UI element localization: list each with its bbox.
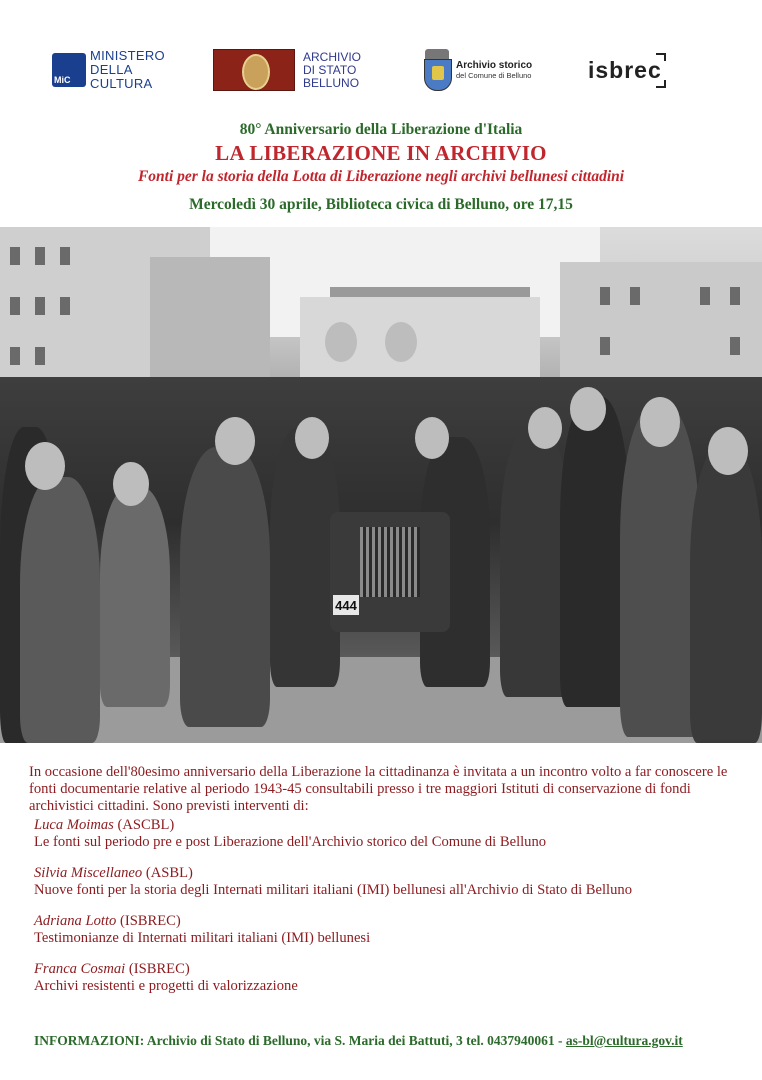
speaker-affiliation: (ASCBL): [117, 817, 175, 833]
comune-line-2: del Comune di Belluno: [456, 71, 532, 80]
info-label: INFORMAZIONI:: [34, 1033, 145, 1048]
archivio-stato-logo-text: [303, 51, 361, 90]
mic-line-3: CULTURA: [90, 76, 153, 91]
event-description: [29, 764, 741, 1009]
asbl-line-1: ARCHIVIO: [303, 49, 362, 64]
talk-item: [34, 961, 741, 995]
talk-list: [34, 817, 741, 995]
comune-logo-text: [456, 60, 532, 80]
talk-speaker-line: [34, 865, 741, 882]
license-plate: 444: [333, 595, 359, 615]
asbl-line-3: BELLUNO: [303, 75, 360, 90]
event-subtitle: Fonti per la storia della Lotta di Liberazione negli archivi bellunesi cittadini: [137, 168, 625, 185]
isbrec-logo-text: isbrec: [584, 53, 666, 88]
asbl-line-2: DI STATO: [303, 62, 357, 77]
talk-title: Nuove fonti per la storia degli Internati militari italiani (IMI) bellunesi all'Archivio di Stato di Belluno: [34, 882, 632, 898]
isbrec-logo: [584, 40, 666, 100]
anniversary-heading: 80° Anniversario della Liberazione d'Italia: [239, 121, 523, 138]
comune-line-1: Archivio storico: [456, 60, 533, 71]
event-date-place: Mercoledì 30 aprile, Biblioteca civica di Belluno, ore 17,15: [189, 196, 573, 213]
mic-line-1: MINISTERO: [90, 48, 165, 63]
mic-logo: [52, 40, 165, 100]
talk-item: [34, 865, 741, 899]
coat-of-arms-icon: [422, 49, 452, 91]
mic-logo-text: [90, 49, 165, 91]
talk-item: [34, 913, 741, 947]
contact-email-link[interactable]: as-bl@cultura.gov.it: [565, 1033, 683, 1048]
intro-paragraph: In occasione dell'80esimo anniversario della Liberazione la cittadinanza è invitata a un incontro volto a far conoscere le fonti documentarie relative al periodo 1943-45 consultabili presso i tre maggiori Istituti di conservazione di fondi archivistici cittadini. Sono previsti interventi di:: [29, 764, 728, 814]
historical-photo: [0, 227, 762, 743]
talk-title: Testimonianze di Internati militari italiani (IMI) bellunesi: [34, 930, 371, 946]
info-footer: [34, 1033, 754, 1049]
speaker-name: Franca Cosmai: [34, 961, 126, 977]
mic-mark-text: MiC: [54, 75, 71, 85]
talk-speaker-line: [34, 913, 741, 930]
comune-logo: [422, 40, 532, 100]
event-title: LA LIBERAZIONE IN ARCHIVIO: [215, 141, 547, 165]
speaker-affiliation: (ASBL): [145, 865, 193, 881]
speaker-affiliation: (ISBREC): [119, 913, 181, 929]
speaker-name: Luca Moimas: [34, 817, 114, 833]
archivio-stato-logo: [213, 40, 361, 100]
mic-line-2: DELLA: [90, 62, 133, 77]
mic-emblem-icon: [52, 53, 86, 87]
speaker-affiliation: (ISBREC): [128, 961, 190, 977]
archivio-seal-icon: [213, 49, 295, 91]
logo-bar: [0, 40, 762, 100]
talk-title: Archivi resistenti e progetti di valorizzazione: [34, 978, 298, 994]
talk-title: Le fonti sul periodo pre e post Liberazione dell'Archivio storico del Comune di Belluno: [34, 834, 547, 850]
talk-speaker-line: [34, 961, 741, 978]
talk-item: [34, 817, 741, 851]
talk-speaker-line: [34, 817, 741, 834]
speaker-name: Adriana Lotto: [34, 913, 117, 929]
info-text: Archivio di Stato di Belluno, via S. Maria dei Battuti, 3 tel. 0437940061 -: [146, 1033, 566, 1048]
speaker-name: Silvia Miscellaneo: [34, 865, 143, 881]
